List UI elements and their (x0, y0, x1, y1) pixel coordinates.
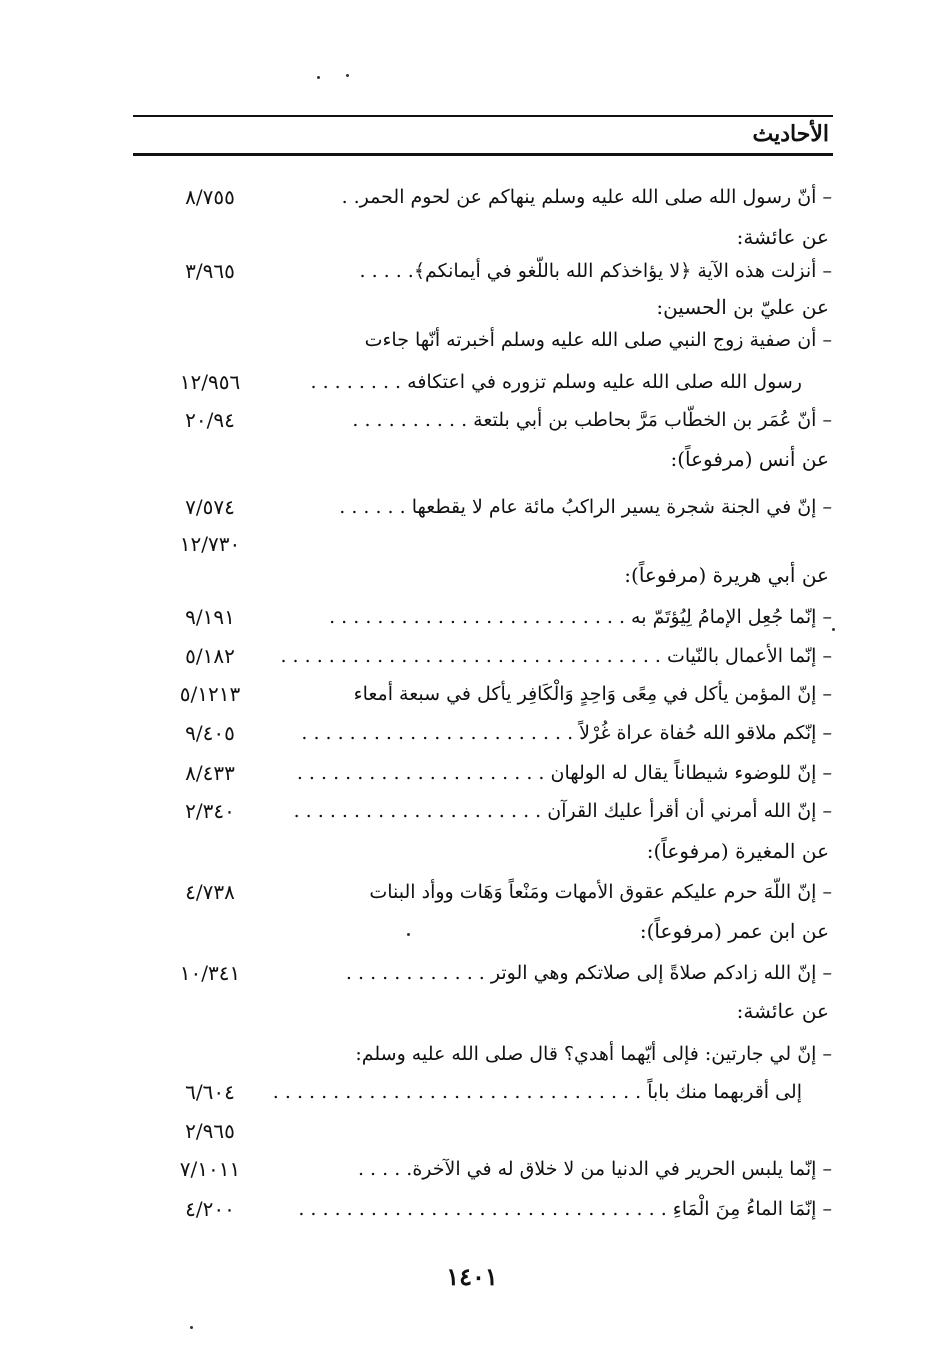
hadith-entry (160, 1037, 832, 1071)
hadith-reference: ٣/٩٦٥ (185, 259, 235, 283)
hadith-entry-extra-reference (160, 1114, 832, 1148)
hadith-text: – إنّ الله زادكم صلاةً إلى صلاتكم وهي الوتر . . . . . . . . . . . . (272, 956, 832, 990)
hadith-entry (160, 403, 832, 437)
hadith-entry (160, 794, 832, 828)
hadith-text: – إنّكم ملاقو الله حُفاة عراة غُرْلاً . . . . . . . . . . . . . . . . . . . . . . . (272, 716, 832, 750)
hadith-reference: ١٢/٩٥٦ (179, 370, 241, 394)
hadith-reference: ٧/٥٧٤ (185, 495, 235, 519)
hadith-text: – إنّمَا الماءُ مِنَ الْمَاءِ . . . . . . . . . . . . . . . . . . . . . . . . . . . . . . . (272, 1192, 832, 1226)
hadith-reference: ٥/١٢١٣ (179, 682, 241, 706)
hadith-entry (160, 639, 832, 673)
hadith-reference: ٨/٧٥٥ (185, 185, 235, 209)
hadith-entry (160, 1192, 832, 1226)
hadith-reference: ٢/٩٦٥ (185, 1119, 235, 1143)
scan-speck (190, 1326, 193, 1329)
narrator-heading: عن عائشة: (736, 225, 829, 249)
narrator-heading: عن أنس (مرفوعاً): (670, 447, 829, 471)
hadith-entry (160, 254, 832, 288)
hadith-reference: ٧/١٠١١ (179, 1157, 241, 1181)
hadith-entry (160, 1152, 832, 1186)
hadith-text: – أنّ رسول الله صلى الله عليه وسلم ينهاكم عن لحوم الحمر. . (272, 180, 832, 214)
hadith-entry (160, 677, 832, 711)
hadith-entry (160, 180, 832, 214)
hadith-text: – أنزلت هذه الآية ﴿لا يؤاخذكم الله باللّغو في أيمانكم﴾. . . . . (272, 254, 832, 288)
narrator-heading: عن ابن عمر (مرفوعاً): (639, 919, 829, 943)
hadith-text: – إنّ المؤمن يأكل في مِعًى وَاحِدٍ وَالْكَافِر يأكل في سبعة أمعاء (272, 677, 832, 711)
hadith-text: – إنّ الله أمرني أن أقرأ عليك القرآن . . . . . . . . . . . . . . . . . . . . . (272, 794, 832, 828)
hadith-text: – إنّ في الجنة شجرة يسير الراكبُ مائة عام لا يقطعها . . . . . . (272, 490, 832, 524)
hadith-entry (160, 323, 832, 357)
running-header-title: الأحاديث (752, 121, 829, 147)
hadith-reference: ٢٠/٩٤ (185, 408, 235, 432)
scan-speck (407, 933, 410, 936)
hadith-entry (160, 716, 832, 750)
hadith-reference: ٤/٢٠٠ (185, 1197, 235, 1221)
narrator-heading: عن عائشة: (736, 999, 829, 1023)
hadith-reference: ٩/١٩١ (185, 605, 235, 629)
hadith-reference: ١٠/٣٤١ (179, 961, 241, 985)
narrator-heading: عن أبي هريرة (مرفوعاً): (624, 563, 829, 587)
hadith-entry (160, 875, 832, 909)
scan-speck (317, 76, 320, 79)
page-number: ١٤٠١ (446, 1262, 498, 1291)
scan-speck (832, 628, 835, 631)
hadith-text: رسول الله صلى الله عليه وسلم تزوره في اعتكافه . . . . . . . . (310, 371, 802, 393)
hadith-text: – إنّما يلبس الحرير في الدنيا من لا خلاق له في الآخرة. . . . . (272, 1152, 832, 1186)
narrator-heading: عن عليّ بن الحسين: (656, 295, 829, 319)
hadith-text: – إنّ اللّهَ حرم عليكم عقوق الأمهات ومَنْعاً وَهَات ووأد البنات (272, 875, 832, 909)
hadith-reference: ١٢/٧٣٠ (179, 532, 241, 556)
narrator-heading: عن المغيرة (مرفوعاً): (646, 839, 829, 863)
hadith-text: – أن صفية زوج النبي صلى الله عليه وسلم أخبرته أنّها جاءت (272, 323, 832, 357)
hadith-reference: ٤/٧٣٨ (185, 880, 235, 904)
hadith-entry-extra-reference (160, 527, 832, 561)
hadith-entry (160, 956, 832, 990)
hadith-entry (160, 490, 832, 524)
hadith-text: – إنّما جُعِل الإمامُ لِيُؤتَمّ به . . . . . . . . . . . . . . . . . . . . . . . . . (272, 600, 832, 634)
hadith-reference: ٢/٣٤٠ (185, 799, 235, 823)
hadith-reference: ٩/٤٠٥ (185, 721, 235, 745)
hadith-reference: ٥/١٨٢ (185, 644, 235, 668)
hadith-reference: ٦/٦٠٤ (185, 1080, 235, 1104)
hadith-text: – أنّ عُمَر بن الخطّاب مَرَّ بحاطب بن أبي بلتعة . . . . . . . . . . (272, 403, 832, 437)
hadith-entry (160, 600, 832, 634)
hadith-text: – إنّ للوضوء شيطاناً يقال له الولهان . . . . . . . . . . . . . . . . . . . . . (272, 756, 832, 790)
hadith-entry-continuation (160, 1075, 832, 1109)
scan-speck (346, 74, 349, 77)
hadith-reference: ٨/٤٣٣ (185, 761, 235, 785)
hadith-text: – إنّ لي جارتين: فإلى أيّهما أهدي؟ قال صلى الله عليه وسلم: (272, 1037, 832, 1071)
hadith-entry (160, 756, 832, 790)
hadith-entry-continuation (160, 365, 832, 399)
hadith-text: إلى أقربهما منك باباً . . . . . . . . . . . . . . . . . . . . . . . . . . . . . . . (272, 1081, 802, 1103)
hadith-text: – إنّما الأعمال بالنّيات . . . . . . . . . . . . . . . . . . . . . . . . . . . . . . . . (272, 639, 832, 673)
